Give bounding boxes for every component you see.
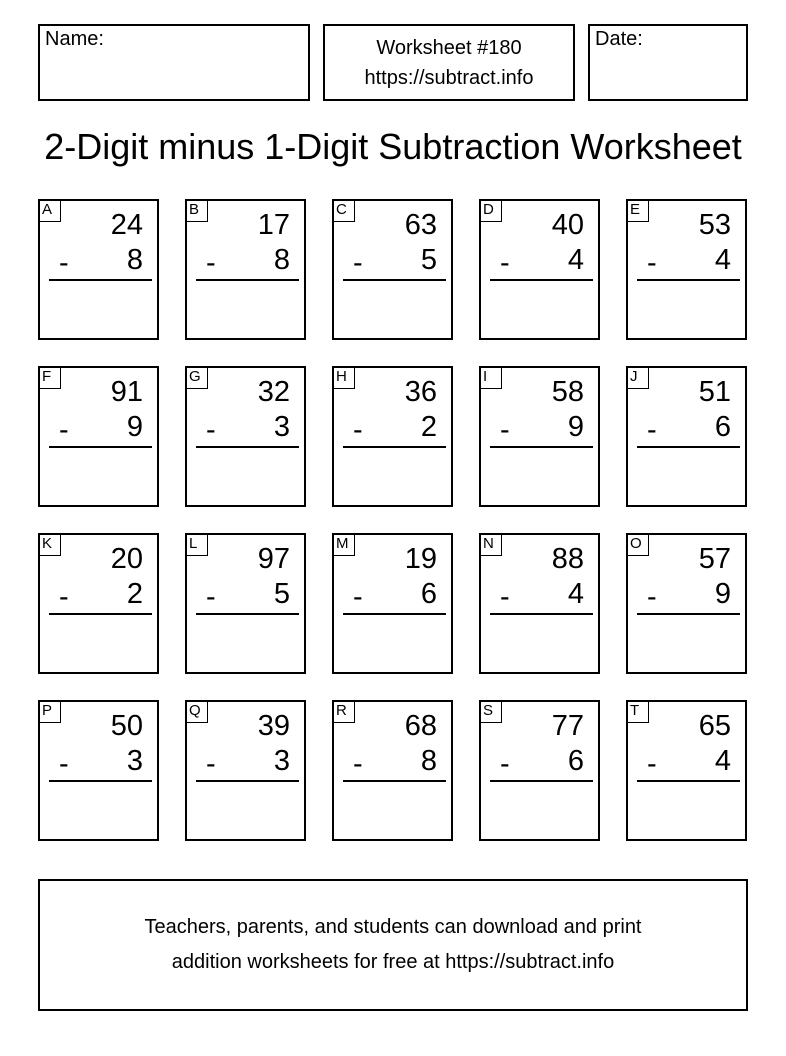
footer-line-1: Teachers, parents, and students can download and print <box>144 916 642 938</box>
answer-line <box>490 780 593 782</box>
subtrahend: 2 <box>126 578 143 610</box>
problem-l[interactable] <box>185 533 306 674</box>
problem-h[interactable] <box>332 366 453 507</box>
footer-box <box>38 879 748 1011</box>
problem-c[interactable] <box>332 199 453 340</box>
minus-sign: - <box>59 581 69 613</box>
subtrahend: 8 <box>420 745 437 777</box>
problem-letter: M <box>332 533 355 556</box>
subtrahend: 8 <box>126 244 143 276</box>
problem-q[interactable] <box>185 700 306 841</box>
subtrahend: 5 <box>273 578 290 610</box>
minuend: 57 <box>698 543 731 575</box>
minuend: 36 <box>404 376 437 408</box>
minus-sign: - <box>59 247 69 279</box>
problem-letter: F <box>38 366 61 389</box>
answer-line <box>490 279 593 281</box>
minuend: 50 <box>110 710 143 742</box>
minuend: 40 <box>551 209 584 241</box>
problem-letter: N <box>479 533 502 556</box>
date-field[interactable] <box>588 24 748 101</box>
minus-sign: - <box>353 748 363 780</box>
page-title: 2-Digit minus 1-Digit Subtraction Worksheet <box>44 126 742 167</box>
minus-sign: - <box>353 581 363 613</box>
problem-m[interactable] <box>332 533 453 674</box>
problem-s[interactable] <box>479 700 600 841</box>
footer-line-2: addition worksheets for free at https://subtract.info <box>171 951 615 973</box>
problem-j[interactable] <box>626 366 747 507</box>
problem-letter: K <box>38 533 61 556</box>
minuend: 63 <box>404 209 437 241</box>
subtrahend: 3 <box>126 745 143 777</box>
problem-letter: E <box>626 199 649 222</box>
problem-letter: H <box>332 366 355 389</box>
subtrahend: 2 <box>420 411 437 443</box>
answer-line <box>343 446 446 448</box>
minuend: 20 <box>110 543 143 575</box>
problem-d[interactable] <box>479 199 600 340</box>
minuend: 32 <box>257 376 290 408</box>
minuend: 91 <box>110 376 143 408</box>
minuend: 51 <box>698 376 731 408</box>
minuend: 17 <box>257 209 290 241</box>
problem-letter: O <box>626 533 649 556</box>
problem-letter: D <box>479 199 502 222</box>
problem-i[interactable] <box>479 366 600 507</box>
answer-line <box>196 279 299 281</box>
minuend: 77 <box>551 710 584 742</box>
problem-r[interactable] <box>332 700 453 841</box>
name-label: Name: <box>45 28 104 50</box>
answer-line <box>637 780 740 782</box>
answer-line <box>49 780 152 782</box>
name-field[interactable] <box>38 24 310 101</box>
minus-sign: - <box>647 748 657 780</box>
problem-k[interactable] <box>38 533 159 674</box>
minuend: 58 <box>551 376 584 408</box>
minuend: 88 <box>551 543 584 575</box>
problem-e[interactable] <box>626 199 747 340</box>
subtrahend: 6 <box>567 745 584 777</box>
problem-letter: I <box>479 366 502 389</box>
minuend: 19 <box>404 543 437 575</box>
worksheet-number: Worksheet #180 <box>376 36 522 59</box>
subtrahend: 3 <box>273 745 290 777</box>
minus-sign: - <box>206 748 216 780</box>
subtrahend: 9 <box>567 411 584 443</box>
answer-line <box>49 446 152 448</box>
subtrahend: 9 <box>126 411 143 443</box>
subtrahend: 6 <box>420 578 437 610</box>
minus-sign: - <box>353 414 363 446</box>
answer-line <box>196 613 299 615</box>
subtrahend: 4 <box>567 578 584 610</box>
minus-sign: - <box>500 581 510 613</box>
minuend: 65 <box>698 710 731 742</box>
site-url: https://subtract.info <box>364 66 534 89</box>
date-label: Date: <box>595 28 643 50</box>
subtrahend: 8 <box>273 244 290 276</box>
minus-sign: - <box>59 748 69 780</box>
problem-letter: Q <box>185 700 208 723</box>
minus-sign: - <box>500 414 510 446</box>
problem-o[interactable] <box>626 533 747 674</box>
problem-g[interactable] <box>185 366 306 507</box>
answer-line <box>637 279 740 281</box>
problem-letter: J <box>626 366 649 389</box>
problem-letter: C <box>332 199 355 222</box>
minus-sign: - <box>500 247 510 279</box>
subtrahend: 5 <box>420 244 437 276</box>
problem-letter: T <box>626 700 649 723</box>
minus-sign: - <box>353 247 363 279</box>
answer-line <box>343 613 446 615</box>
minus-sign: - <box>647 581 657 613</box>
answer-line <box>49 279 152 281</box>
problem-p[interactable] <box>38 700 159 841</box>
subtrahend: 4 <box>714 244 731 276</box>
problem-b[interactable] <box>185 199 306 340</box>
minus-sign: - <box>647 414 657 446</box>
problem-letter: R <box>332 700 355 723</box>
minus-sign: - <box>206 581 216 613</box>
answer-line <box>343 279 446 281</box>
problem-letter: L <box>185 533 208 556</box>
minus-sign: - <box>647 247 657 279</box>
answer-line <box>490 446 593 448</box>
answer-line <box>196 446 299 448</box>
answer-line <box>637 446 740 448</box>
answer-line <box>196 780 299 782</box>
answer-line <box>637 613 740 615</box>
problem-letter: G <box>185 366 208 389</box>
answer-line <box>49 613 152 615</box>
minuend: 68 <box>404 710 437 742</box>
minus-sign: - <box>206 247 216 279</box>
minuend: 97 <box>257 543 290 575</box>
answer-line <box>490 613 593 615</box>
problem-letter: B <box>185 199 208 222</box>
minuend: 39 <box>257 710 290 742</box>
problem-f[interactable] <box>38 366 159 507</box>
subtrahend: 4 <box>567 244 584 276</box>
subtrahend: 4 <box>714 745 731 777</box>
subtrahend: 9 <box>714 578 731 610</box>
subtrahend: 6 <box>714 411 731 443</box>
problem-n[interactable] <box>479 533 600 674</box>
minus-sign: - <box>206 414 216 446</box>
minus-sign: - <box>59 414 69 446</box>
minuend: 53 <box>698 209 731 241</box>
minus-sign: - <box>500 748 510 780</box>
problem-letter: A <box>38 199 61 222</box>
problem-a[interactable] <box>38 199 159 340</box>
subtrahend: 3 <box>273 411 290 443</box>
problem-t[interactable] <box>626 700 747 841</box>
worksheet-info-box <box>323 24 575 101</box>
minuend: 24 <box>110 209 143 241</box>
problem-letter: S <box>479 700 502 723</box>
problem-letter: P <box>38 700 61 723</box>
answer-line <box>343 780 446 782</box>
